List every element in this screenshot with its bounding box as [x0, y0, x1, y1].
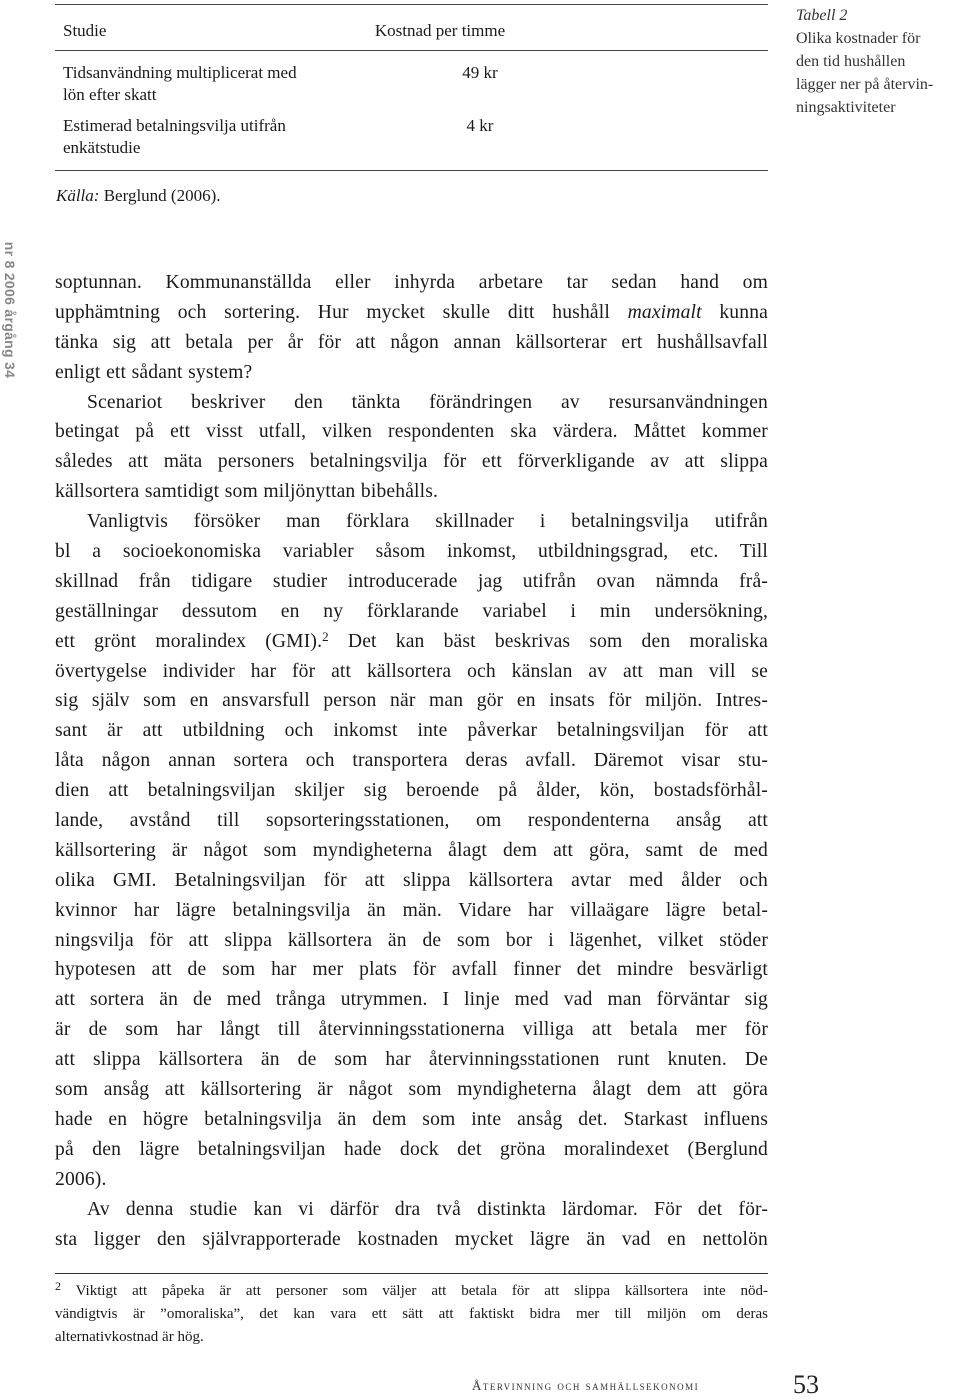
table-row-1-value: 49 kr [462, 63, 498, 82]
body-line-text: att sortera än de med trånga utrymmen. I linje med vad man förväntar sig [55, 989, 768, 1011]
table-row-1-label-line-1: Tidsanvändning multiplicerat med [63, 63, 297, 82]
body-line [55, 686, 768, 716]
body-line [55, 507, 768, 537]
body-line [55, 866, 768, 896]
body-line-text: ningsvilja för att slippa källsortera än de som bor i lägenhet, vilket stöder [55, 929, 768, 951]
body-line [55, 1195, 768, 1225]
body-line-text: kvinnor har lägre betalningsvilja än män. Vidare har villaägare lägre betal- [55, 899, 768, 921]
body-line-text: olika GMI. Betalningsviljan för att slippa källsortera avtar med ålder och [55, 869, 768, 891]
body-line [55, 537, 768, 567]
table-row-1-label [63, 62, 353, 106]
body-line [55, 597, 768, 627]
body-line-text: källsortera samtidigt som miljönyttan bibehålls. [55, 481, 439, 503]
body-line-text: ett grönt moralindex (GMI). [55, 630, 323, 652]
body-line-text: hypotesen att de som har mer plats för avfall finner det mindre besvärligt [55, 959, 768, 981]
body-line [55, 328, 768, 358]
table-caption [796, 4, 960, 119]
body-line-text: källsortering är något som myndigheterna ålagt dem att göra, samt de med [55, 839, 768, 861]
body-line-text: att slippa källsortera än de som har återvinningsstationen runt knuten. De [55, 1049, 768, 1071]
body-line-text: skillnad från tidigare studier introducerade jag utifrån ovan nämnda frå- [55, 570, 768, 592]
body-line [55, 1075, 768, 1105]
table-caption-line-4: ningsaktiviteter [796, 99, 896, 116]
body-line-text-after: Det kan bäst beskrivas som den moraliska [328, 630, 768, 652]
body-line-text: sig själv som en ansvarsfull person när man gör en insats för miljön. Intres- [55, 690, 768, 712]
table-source [56, 186, 221, 206]
table-caption-line-2: den tid hushållen [796, 53, 906, 70]
body-line [55, 1015, 768, 1045]
body-line-text: således att mäta personers betalningsvilja för ett förverkligande av att slippa [55, 451, 768, 473]
body-line-text: enligt ett sådant system? [55, 361, 253, 383]
body-line [55, 1045, 768, 1075]
body-line-text-after: kunna [701, 301, 768, 323]
body-line-text: geställningar dessutom en ny förklarande variabel i min undersökning, [55, 600, 768, 622]
body-line-text: betingat på ett visst utfall, vilken respondenten ska värdera. Måttet kommer [55, 421, 768, 443]
table-row-2-label-line-1: Estimerad betalningsvilja utifrån [63, 116, 286, 135]
table-row-2-label [63, 115, 353, 159]
footnote-marker: 2 [55, 1279, 61, 1293]
side-running-header [0, 235, 20, 385]
body-line-text: lande, avstånd till sopsorteringsstationen, om respondenterna ansåg att [55, 810, 768, 832]
body-line-text: bl a socioekonomiska variabler såsom inkomst, utbildningsgrad, etc. Till [55, 541, 768, 563]
body-line-text: upphämtning och sortering. Hur mycket skulle ditt hushåll [55, 301, 628, 323]
table-caption-line-3: lägger ner på återvin- [796, 76, 934, 93]
table-source-text: Berglund (2006). [103, 186, 221, 205]
table-header-studie: Studie [63, 21, 107, 40]
footnote-line [55, 1326, 768, 1349]
footnote-line-text: alternativkostnad är hög. [55, 1329, 204, 1345]
table-row-1-label-line-2: lön efter skatt [63, 85, 157, 104]
body-line [55, 1135, 768, 1165]
footnote-line-text: Viktigt att påpeka är att personer som väljer att betala för att slippa källsortera inte nöd- [61, 1283, 768, 1299]
footnote [55, 1280, 768, 1349]
body-line-text: låta någon annan sortera och transportera deras avfall. Däremot visar stu- [55, 750, 768, 772]
footnote-line-text: vändigtvis är ”omoraliska”, det kan vara ett sätt att faktiskt bidra mer till miljön om deras [55, 1306, 768, 1322]
body-line [55, 657, 768, 687]
body-line [55, 985, 768, 1015]
body-line [55, 955, 768, 985]
footnote-reference: 2 [322, 628, 329, 644]
body-line [55, 417, 768, 447]
footnote-line [55, 1303, 768, 1326]
body-line-text: dien att betalningsviljan skiljer sig beroende på ålder, kön, bostadsförhål- [55, 780, 768, 802]
body-line [55, 836, 768, 866]
body-line-text: tänka sig att betala per år för att någon annan källsorterar ert hushållsavfall [55, 331, 768, 353]
table-source-label: Källa: [56, 186, 100, 205]
body-line [55, 358, 768, 388]
body-line [55, 1105, 768, 1135]
body-line-text: Vanligtvis försöker man förklara skillnader i betalningsvilja utifrån [87, 511, 768, 533]
footnote-line [55, 1280, 768, 1303]
body-line-text: soptunnan. Kommunanställda eller inhyrda arbetare tar sedan hand om [55, 272, 768, 293]
body-line [55, 1225, 768, 1255]
body-line [55, 268, 768, 298]
body-line [55, 447, 768, 477]
side-running-header-text: nr 8 2006 årgång 34 [2, 241, 18, 379]
body-line [55, 1165, 768, 1195]
body-line-text: övertygelse individer har för att källsortera och känslan av att man vill se [55, 660, 768, 682]
body-line-text: sta ligger den självrapporterade kostnaden mycket lägre än vad en nettolön [55, 1228, 768, 1250]
body-line [55, 776, 768, 806]
page-number: 53 [793, 1370, 819, 1399]
body-line-text: är de som har långt till återvinningsstationerna villiga att betala mer för [55, 1019, 768, 1041]
body-line-text: på den lägre betalningsviljan hade dock det gröna moralindexet (Berglund [55, 1138, 768, 1160]
body-line [55, 627, 768, 657]
body-line-text: som ansåg att källsortering är något som myndigheterna ålagt dem att göra [55, 1079, 768, 1101]
body-line-emphasis: maximalt [627, 301, 702, 323]
table-row-2-value: 4 kr [466, 116, 494, 135]
body-text [55, 268, 768, 1254]
body-line [55, 567, 768, 597]
table-top-rule [55, 4, 768, 5]
table-caption-label: Tabell 2 [796, 7, 848, 24]
table-header-rule [55, 50, 768, 51]
footnote-rule [55, 1273, 768, 1274]
body-line-text: Av denna studie kan vi därför dra två distinkta lärdomar. För det för- [87, 1198, 768, 1220]
table-header-kostnad: Kostnad per timme [374, 21, 506, 40]
table-caption-line-1: Olika kostnader för [796, 30, 921, 47]
running-footer-journal-title: Återvinning och samhällsekonomi [472, 1378, 700, 1393]
body-line-text: Scenariot beskriver den tänkta förändringen av resursanvändningen [87, 391, 768, 413]
body-line-text: 2006). [55, 1168, 107, 1190]
body-line [55, 388, 768, 418]
body-line [55, 477, 768, 507]
body-line [55, 298, 768, 328]
body-line [55, 746, 768, 776]
body-line [55, 716, 768, 746]
table-row-2-label-line-2: enkätstudie [63, 138, 141, 157]
body-line [55, 806, 768, 836]
body-line-text: hade en högre betalningsvilja än dem som inte ansåg det. Starkast influens [55, 1108, 768, 1130]
body-line [55, 926, 768, 956]
body-line [55, 896, 768, 926]
body-line-text: sant är att utbildning och inkomst inte påverkar betalningsviljan för att [55, 720, 768, 742]
table-bottom-rule [55, 170, 768, 171]
